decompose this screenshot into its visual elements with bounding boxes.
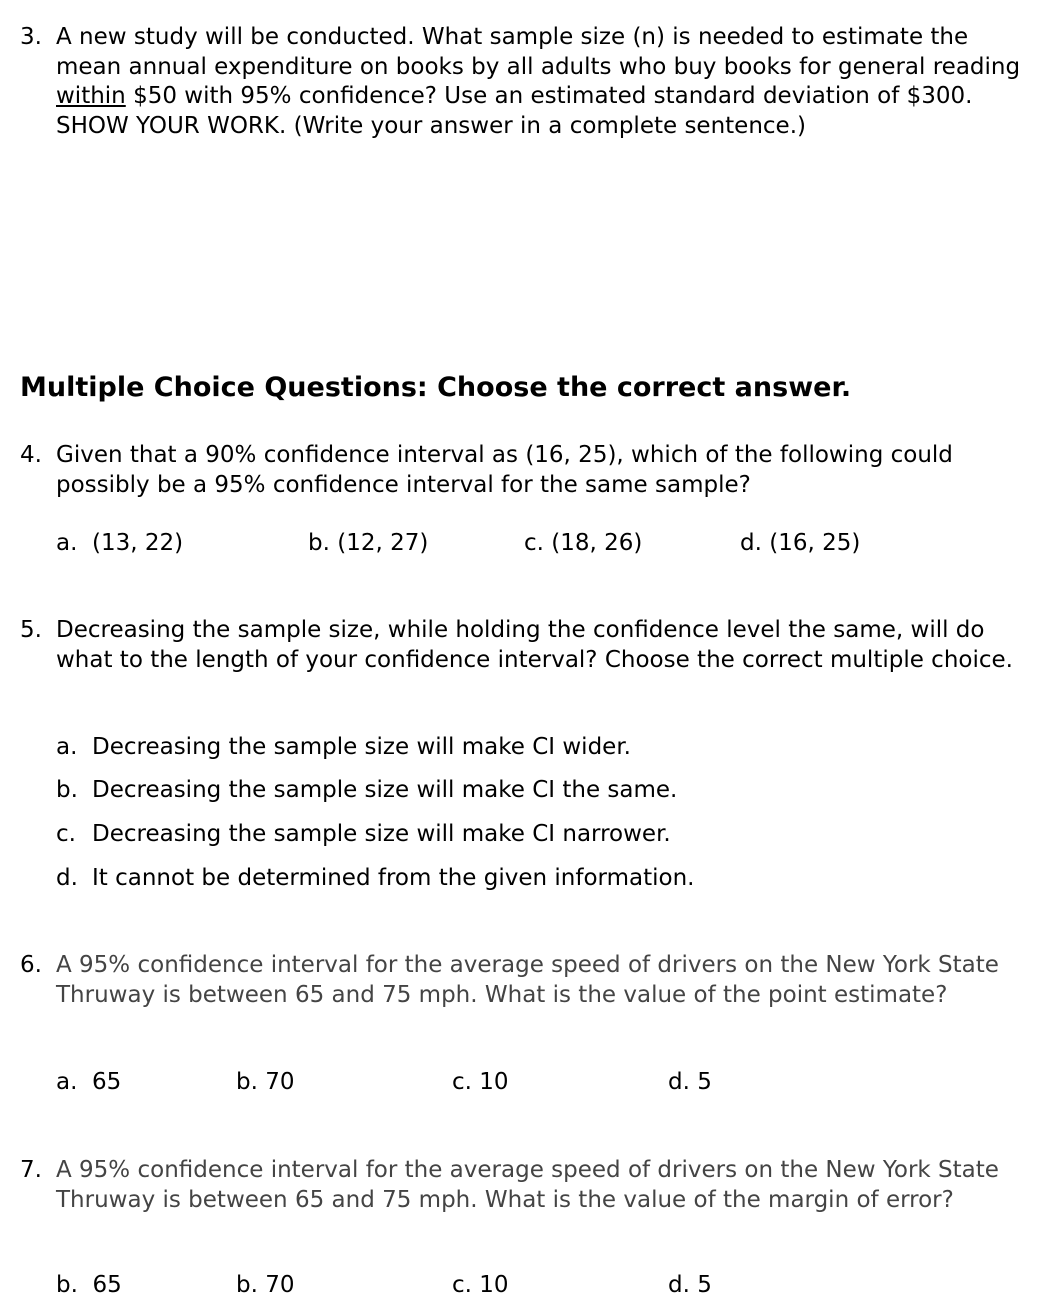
option-b[interactable]: [236, 1068, 295, 1097]
option-label: b.: [56, 777, 78, 803]
option-label: c.: [524, 530, 544, 556]
option-label: a.: [56, 1069, 78, 1095]
question-number: 4.: [20, 442, 42, 468]
option-a[interactable]: [56, 733, 631, 762]
option-label: d.: [740, 530, 762, 556]
option-b[interactable]: [56, 776, 677, 805]
option-label: c.: [452, 1069, 472, 1095]
option-text: 5: [697, 1272, 712, 1298]
option-text: (13, 22): [92, 530, 184, 556]
option-c[interactable]: [452, 1068, 509, 1097]
option-a[interactable]: [56, 529, 183, 558]
option-d[interactable]: [668, 1271, 712, 1300]
option-b[interactable]: [236, 1271, 295, 1300]
option-text: It cannot be determined from the given information.: [92, 865, 695, 891]
question-text: A 95% confidence interval for the average speed of drivers on the New York State Thruway is between 65 and 75 mph. What is the value of the margin of error?: [56, 1157, 999, 1213]
option-text: 10: [479, 1272, 509, 1298]
option-label: b.: [236, 1069, 258, 1095]
question-text-part: A new study will be conducted. What sample size (n) is needed to estimate the mean annual expenditure on books by all adults who buy books for general reading: [56, 24, 1021, 80]
option-d[interactable]: [56, 864, 694, 893]
question-text: Given that a 90% confidence interval as (16, 25), which of the following could possibly be a 95% confidence interval for the same sample?: [56, 442, 953, 498]
question-6: [20, 951, 1030, 1010]
option-c[interactable]: [56, 820, 671, 849]
option-label: c.: [56, 821, 76, 847]
option-label: b.: [308, 530, 330, 556]
option-a[interactable]: [56, 1068, 121, 1097]
option-label: b.: [236, 1272, 258, 1298]
option-text: 65: [92, 1069, 122, 1095]
option-label: a.: [56, 734, 78, 760]
option-text: 10: [479, 1069, 509, 1095]
option-b[interactable]: [308, 529, 428, 558]
question-number: 3.: [20, 24, 42, 50]
option-text: 70: [265, 1069, 295, 1095]
option-text: Decreasing the sample size will make CI narrower.: [92, 821, 671, 847]
question-4: [20, 441, 1030, 500]
option-label: a.: [56, 530, 78, 556]
option-a[interactable]: [56, 1271, 122, 1300]
question-text: A 95% confidence interval for the average speed of drivers on the New York State Thruway is between 65 and 75 mph. What is the value of the point estimate?: [56, 952, 999, 1008]
question-text: [56, 23, 1030, 141]
option-text: Decreasing the sample size will make CI the same.: [92, 777, 678, 803]
option-label: b.: [56, 1272, 78, 1298]
question-text: Decreasing the sample size, while holding the confidence level the same, will do what to the length of your confidence interval? Choose the correct multiple choice.: [56, 617, 1013, 673]
option-text: 65: [92, 1272, 122, 1298]
option-c[interactable]: [452, 1271, 509, 1300]
question-number: 6.: [20, 952, 42, 978]
question-text-part: $50 with 95% confidence? Use an estimated standard deviation of $300. SHOW YOUR WORK. (Write your answer in a complete sentence.): [56, 83, 973, 139]
question-7: [20, 1156, 1030, 1215]
question-number: 5.: [20, 617, 42, 643]
underlined-word: within: [56, 83, 126, 109]
option-text: 70: [265, 1272, 295, 1298]
option-label: d.: [668, 1272, 690, 1298]
section-heading: Multiple Choice Questions: Choose the correct answer.: [20, 372, 852, 403]
option-text: (18, 26): [551, 530, 643, 556]
option-text: (12, 27): [337, 530, 429, 556]
option-label: c.: [452, 1272, 472, 1298]
question-number: 7.: [20, 1157, 42, 1183]
question-3: [20, 23, 1030, 141]
option-text: 5: [697, 1069, 712, 1095]
question-5: [20, 616, 1030, 675]
option-d[interactable]: [740, 529, 860, 558]
option-label: d.: [668, 1069, 690, 1095]
option-c[interactable]: [524, 529, 642, 558]
option-text: Decreasing the sample size will make CI wider.: [92, 734, 631, 760]
option-text: (16, 25): [769, 530, 861, 556]
option-d[interactable]: [668, 1068, 712, 1097]
option-label: d.: [56, 865, 78, 891]
